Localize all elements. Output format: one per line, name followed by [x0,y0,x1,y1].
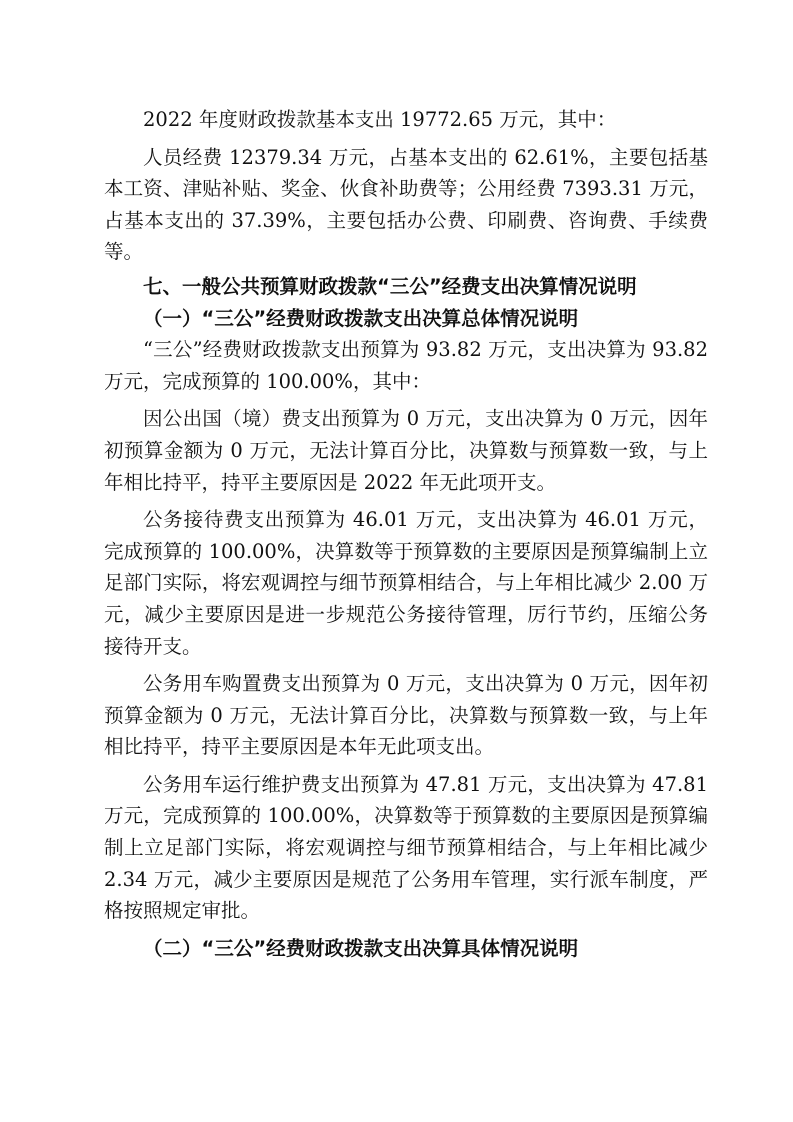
paragraph-official-reception: 公务接待费支出预算为 46.01 万元，支出决算为 46.01 万元，完成预算的 100.00%，决算数等于预算数的主要原因是预算编制上立足部门实际，将宏观调控与细节预算相结合，与上年相比减少 2.00 万元，减少主要原因是进一步规范公务接待管理，厉行节约，压缩公务接待开支。 [104,508,708,658]
paragraph-vehicle-purchase: 公务用车购置费支出预算为 0 万元，支出决算为 0 万元，因年初预算金额为 0 万元，无法计算百分比，决算数与预算数一致，与上年相比持平，持平主要原因是本年无此项支出。 [104,672,708,759]
document-body [104,104,708,964]
paragraph-overseas-travel: 因公出国（境）费支出预算为 0 万元，支出决算为 0 万元，因年初预算金额为 0 万元，无法计算百分比，决算数与预算数一致，与上年相比持平，持平主要原因是 2022 年无此项开支。 [104,407,708,494]
paragraph-personnel-public-expense: 人员经费 12379.34 万元，占基本支出的 62.61%，主要包括基本工资、津贴补贴、奖金、伙食补助费等；公用经费 7393.31 万元，占基本支出的 37.39%，主要包括办公费、印刷费、咨询费、手续费等。 [104,145,708,264]
paragraph-overall-budget: “三公”经费财政拨款支出预算为 93.82 万元，支出决算为 93.82 万元，完成预算的 100.00%，其中： [104,338,708,393]
paragraph-basic-expenditure-intro: 2022 年度财政拨款基本支出 19772.65 万元，其中： [143,108,617,131]
section-heading-three-public-expenses: 七、一般公共预算财政拨款“三公”经费支出决算情况说明 [143,274,637,298]
subsection-heading-overall: （一）“三公”经费财政拨款支出决算总体情况说明 [143,306,579,330]
subsection-heading-details: （二）“三公”经费财政拨款支出决算具体情况说明 [143,936,579,960]
paragraph-vehicle-operation: 公务用车运行维护费支出预算为 47.81 万元，支出决算为 47.81 万元，完成预算的 100.00%，决算数等于预算数的主要原因是预算编制上立足部门实际，将宏观调控与细节预算相结合，与上年相比减少 2.34 万元，减少主要原因是规范了公务用车管理，实行派车制度，严格按照规定审批。 [104,772,708,923]
